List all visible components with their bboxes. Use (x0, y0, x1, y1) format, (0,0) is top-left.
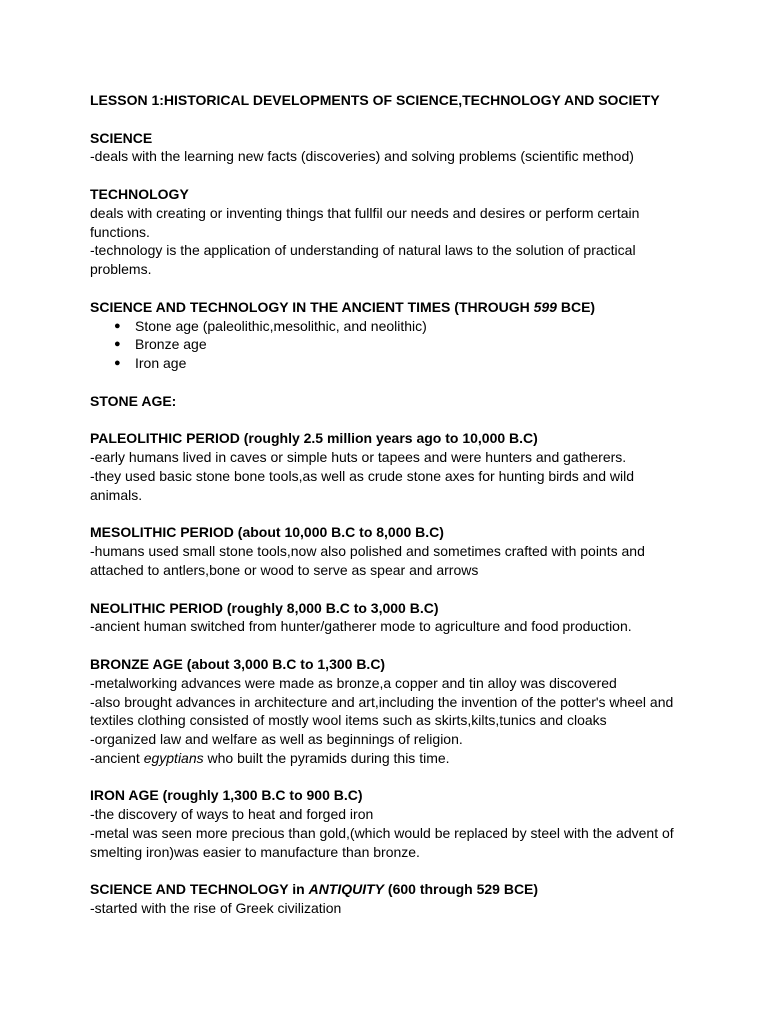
section-bronze-age (90, 655, 678, 768)
bronze-age-line: -also brought advances in architecture and art,including the invention of the potter's wheel and (90, 693, 674, 710)
technology-line: problems. (90, 261, 152, 278)
bronze-age-heading: BRONZE AGE (about 3,000 B.C to 1,300 B.C) (90, 655, 386, 672)
ancient-heading-pre: SCIENCE AND TECHNOLOGY IN THE ANCIENT TIMES (THROUGH (90, 298, 534, 315)
paleolithic-line: animals. (90, 486, 143, 503)
ancient-heading-year: 599 (533, 298, 557, 315)
science-heading: SCIENCE (90, 129, 153, 146)
list-item-text: Stone age (paleolithic,mesolithic, and neolithic) (135, 317, 427, 334)
list-item (114, 335, 678, 354)
antiquity-line: -started with the rise of Greek civilization (90, 900, 342, 917)
antiquity-heading-word: ANTIQUITY (308, 881, 385, 898)
iron-age-line: smelting iron)was easier to manufacture than bronze. (90, 843, 420, 860)
list-item-text: Iron age (135, 355, 187, 372)
paleolithic-line: -they used basic stone bone tools,as well as crude stone axes for hunting birds and wild (90, 467, 634, 484)
technology-line: deals with creating or inventing things that fullfil our needs and desires or perform certain (90, 204, 640, 221)
mesolithic-heading: MESOLITHIC PERIOD (about 10,000 B.C to 8,000 B.C) (90, 524, 444, 541)
section-science (90, 129, 678, 167)
list-item (114, 354, 678, 373)
iron-age-line: -the discovery of ways to heat and forged iron (90, 806, 374, 823)
ancient-times-heading (90, 298, 678, 317)
list-item-text: Bronze age (135, 336, 207, 353)
paleolithic-line: -early humans lived in caves or simple huts or tapees and were hunters and gatherers. (90, 449, 627, 466)
section-paleolithic (90, 429, 678, 504)
bronze-age-line: textiles clothing consisted of mostly wool items such as skirts,kilts,tunics and cloaks (90, 712, 607, 729)
science-line: -deals with the learning new facts (discoveries) and solving problems (scientific method) (90, 148, 634, 165)
ages-list (90, 317, 678, 373)
antiquity-heading-pre: SCIENCE AND TECHNOLOGY in (90, 881, 309, 898)
mesolithic-line: attached to antlers,bone or wood to serve as spear and arrows (90, 561, 479, 578)
section-technology (90, 185, 678, 279)
antiquity-heading (90, 880, 678, 899)
egyptians-pre: -ancient (90, 749, 144, 766)
neolithic-heading: NEOLITHIC PERIOD (roughly 8,000 B.C to 3,000 B.C) (90, 599, 439, 616)
bronze-age-line (90, 749, 678, 768)
iron-age-heading: IRON AGE (roughly 1,300 B.C to 900 B.C) (90, 787, 363, 804)
bullet-icon: ● (114, 357, 121, 370)
section-iron-age (90, 786, 678, 861)
egyptians-word: egyptians (143, 749, 204, 766)
lesson-title: LESSON 1:HISTORICAL DEVELOPMENTS OF SCIENCE,TECHNOLOGY AND SOCIETY (90, 92, 660, 108)
bronze-age-line: -metalworking advances were made as bronze,a copper and tin alloy was discovered (90, 674, 617, 691)
section-ancient-times (90, 298, 678, 373)
technology-line: -technology is the application of understanding of natural laws to the solution of practical (90, 242, 636, 259)
bullet-icon: ● (114, 319, 121, 332)
iron-age-line: -metal was seen more precious than gold,(which would be replaced by steel with the advent of (90, 825, 674, 842)
section-neolithic (90, 599, 678, 637)
egyptians-post: who built the pyramids during this time. (203, 749, 450, 766)
technology-heading: TECHNOLOGY (90, 185, 189, 202)
ancient-heading-post: BCE) (556, 298, 596, 315)
mesolithic-line: -humans used small stone tools,now also polished and sometimes crafted with points and (90, 543, 645, 560)
list-item (114, 317, 678, 336)
section-stone-age (90, 392, 678, 411)
antiquity-heading-post: (600 through 529 BCE) (384, 881, 539, 898)
technology-line: functions. (90, 223, 150, 240)
paleolithic-heading: PALEOLITHIC PERIOD (roughly 2.5 million years ago to 10,000 B.C) (90, 430, 538, 447)
stone-age-heading: STONE AGE: (90, 392, 177, 409)
bullet-icon: ● (114, 338, 121, 351)
neolithic-line: -ancient human switched from hunter/gatherer mode to agriculture and food production. (90, 618, 632, 635)
bronze-age-line: -organized law and welfare as well as beginnings of religion. (90, 731, 463, 748)
section-mesolithic (90, 523, 678, 579)
section-antiquity (90, 880, 678, 918)
